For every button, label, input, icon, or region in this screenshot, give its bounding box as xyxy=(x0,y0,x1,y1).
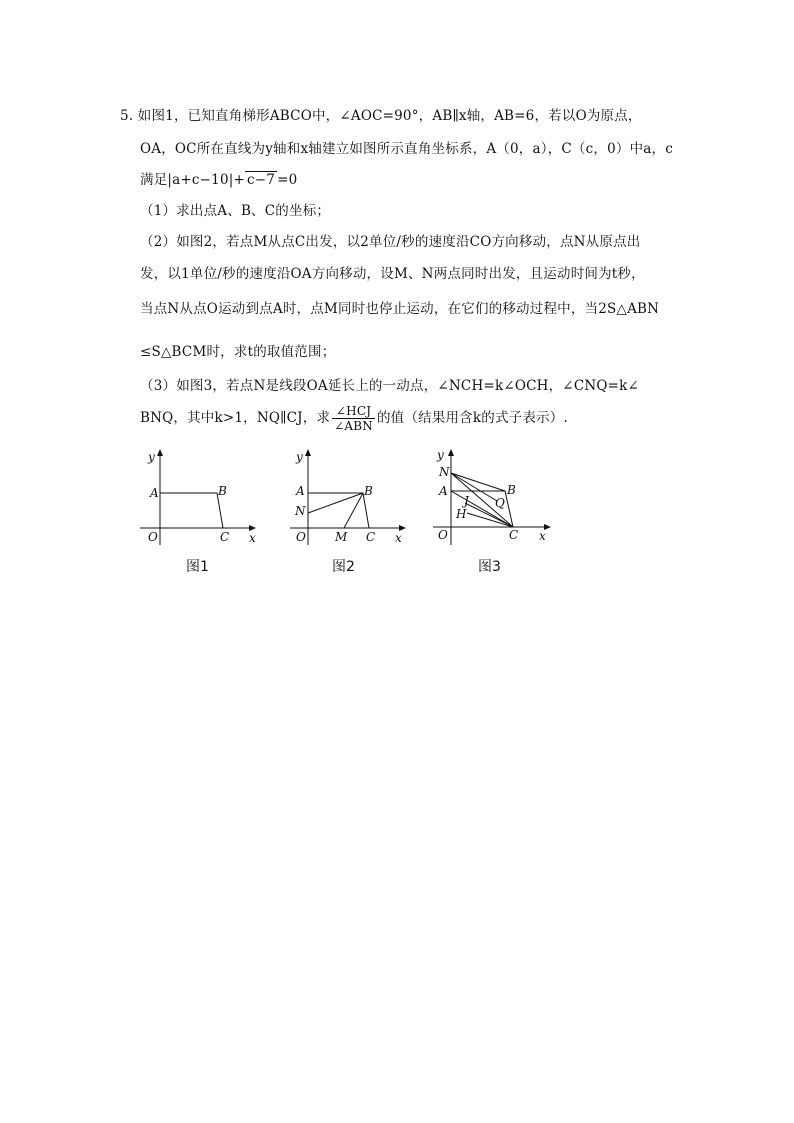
fig3-point-c: C xyxy=(509,528,519,542)
figure-1-caption: 图1 xyxy=(186,559,209,575)
figure-2-diagram xyxy=(280,445,410,550)
fig2-point-a: A xyxy=(296,484,305,498)
question-2-line-3: 当点N从点O运动到点A时，点M同时也停止运动，在它们的移动过程中，当2S△ABN xyxy=(140,301,660,317)
sqrt-term: c−7 xyxy=(247,172,276,188)
fig2-x-label: x xyxy=(395,531,402,545)
fig1-point-c: C xyxy=(220,530,230,544)
question-2-line-2: 发，以1单位/秒的速度沿OA方向移动，设M、N两点同时出发，且运动时间为t秒， xyxy=(140,266,645,282)
question-1: （1）求出点A、B、C的坐标； xyxy=(140,203,331,219)
problem-line-1: 5. 如图1，已知直角梯形ABCO中，∠AOC=90°，AB∥x轴，AB=6，若以O为原点， xyxy=(120,108,642,124)
angle-fraction xyxy=(332,404,375,433)
fig1-point-o: O xyxy=(148,530,158,544)
fig2-point-c: C xyxy=(366,530,376,544)
fig3-point-j: J xyxy=(464,494,469,508)
figure-2 xyxy=(280,445,410,554)
fig2-point-b: B xyxy=(364,484,373,498)
fig1-x-label: x xyxy=(249,531,256,545)
question-3-line-2 xyxy=(140,404,568,433)
figure-3-caption: 图3 xyxy=(478,559,501,575)
fig3-y-label: y xyxy=(437,448,444,462)
question-2-line-4: ≤S△BCM时，求t的取值范围； xyxy=(140,344,336,360)
condition-prefix: 满足|a+c−10|+ xyxy=(140,172,246,188)
fig2-y-label: y xyxy=(296,450,303,464)
figure-1-diagram xyxy=(130,445,260,550)
question-3-prefix: BNQ，其中k>1，NQ∥CJ，求 xyxy=(140,410,331,426)
fraction-numerator: ∠HCJ xyxy=(332,404,375,419)
figure-2-caption: 图2 xyxy=(332,559,355,575)
fraction-denominator: ∠ABN xyxy=(334,419,373,433)
figure-1 xyxy=(130,445,260,554)
problem-line-2: OA，OC所在直线为y轴和x轴建立如图所示直角坐标系，A（0，a），C（c，0）中a，c xyxy=(140,141,673,157)
fig3-point-h: H xyxy=(456,507,467,521)
fig3-point-n: N xyxy=(439,465,450,479)
figure-3 xyxy=(425,445,560,554)
fig2-point-o: O xyxy=(296,530,306,544)
figure-3-diagram xyxy=(425,445,560,550)
question-3-line-1: （3）如图3，若点N是线段OA延长上的一动点，∠NCH=k∠OCH，∠CNQ=k∠ xyxy=(140,378,640,394)
problem-line-3 xyxy=(140,168,297,188)
fig1-point-b: B xyxy=(218,484,227,498)
question-2-line-1: （2）如图2，若点M从点C出发，以2单位/秒的速度沿CO方向移动，点N从原点出 xyxy=(140,234,641,250)
condition-suffix: =0 xyxy=(277,172,298,188)
fig1-y-label: y xyxy=(148,450,155,464)
fig3-point-a: A xyxy=(439,484,448,498)
fig2-point-n: N xyxy=(295,504,306,518)
fig1-point-a: A xyxy=(150,486,159,500)
question-3-suffix: 的值（结果用含k的式子表示）. xyxy=(376,410,568,426)
fig3-point-q: Q xyxy=(495,496,505,510)
fig3-point-b: B xyxy=(507,483,516,497)
fig3-point-o: O xyxy=(438,528,448,542)
fig3-x-label: x xyxy=(539,529,546,543)
fig2-point-m: M xyxy=(335,530,348,544)
